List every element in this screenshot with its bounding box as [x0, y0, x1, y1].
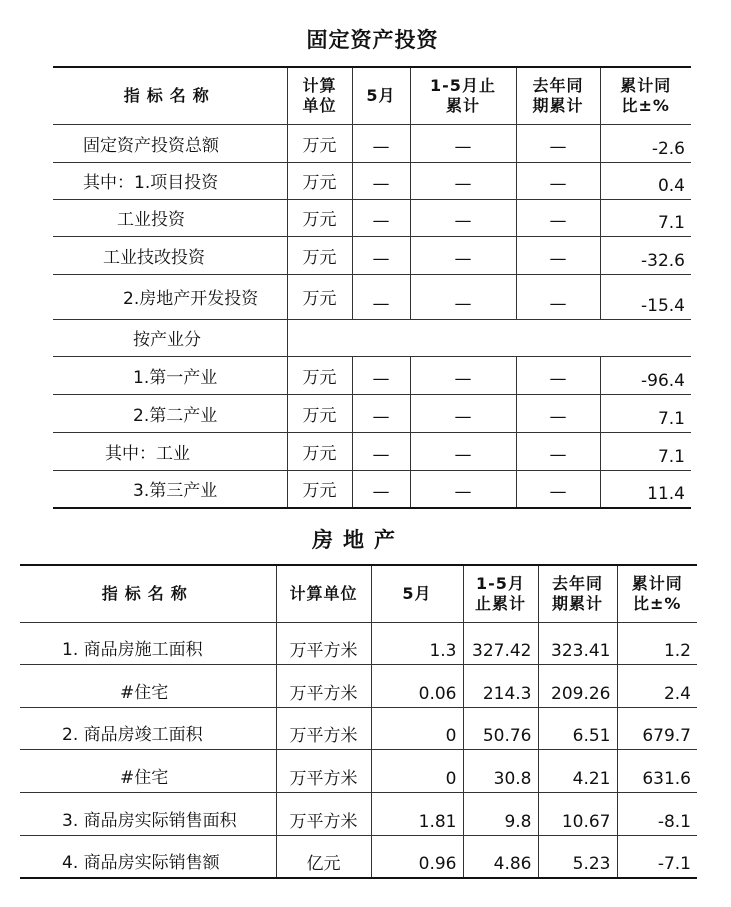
cell-ytd: — [410, 470, 516, 508]
cell-month: 0.96 [371, 835, 463, 878]
cell-ytd: — [410, 199, 516, 236]
table-row [53, 470, 691, 508]
cell-month: — [352, 394, 410, 432]
cell-month: 1.3 [371, 622, 463, 664]
cell-ytd: 4.86 [463, 835, 538, 878]
header-last-year: 去年同 期累计 [538, 565, 617, 622]
cell-unit: 万平方米 [276, 749, 371, 792]
cell-month: — [352, 470, 410, 508]
cell-last-year: 5.23 [538, 835, 617, 878]
cell-ytd: — [410, 356, 516, 394]
row-label: 1. 商品房施工面积 [20, 622, 276, 664]
table-row [53, 124, 691, 162]
cell-month: — [352, 199, 410, 236]
header-ytd: 1-5月止 累计 [410, 67, 516, 124]
cell-unit: 万平方米 [276, 707, 371, 749]
table-row [20, 835, 697, 878]
cell-last-year: 209.26 [538, 664, 617, 707]
row-label: 其中：工业 [53, 432, 287, 470]
header-row [20, 565, 697, 622]
table-row [20, 664, 697, 707]
cell-unit: 万元 [287, 432, 352, 470]
cell-month: — [352, 356, 410, 394]
cell-growth: 11.4 [600, 470, 691, 508]
cell-month: — [352, 432, 410, 470]
table-row [53, 394, 691, 432]
cell-ytd: 30.8 [463, 749, 538, 792]
cell-growth: 7.1 [600, 199, 691, 236]
header-growth: 累计同 比±% [617, 565, 697, 622]
cell-last-year: — [516, 356, 600, 394]
cell-growth: -7.1 [617, 835, 697, 878]
table-row [53, 199, 691, 236]
row-label: 工业技改投资 [53, 236, 287, 274]
header-name: 指标名称 [20, 565, 276, 622]
row-label: 2.第二产业 [53, 394, 287, 432]
row-label: 3.第三产业 [53, 470, 287, 508]
cell-unit: 万元 [287, 394, 352, 432]
cell-growth: -96.4 [600, 356, 691, 394]
cell-growth: 7.1 [600, 394, 691, 432]
header-unit: 计算 单位 [287, 67, 352, 124]
table-row [20, 792, 697, 835]
cell-month: — [352, 162, 410, 199]
header-ytd: 1-5月 止累计 [463, 565, 538, 622]
cell-growth: 679.7 [617, 707, 697, 749]
cell-growth: 631.6 [617, 749, 697, 792]
cell-ytd: 214.3 [463, 664, 538, 707]
cell-last-year: — [516, 274, 600, 319]
cell-last-year: — [516, 236, 600, 274]
cell-month: 0.06 [371, 664, 463, 707]
cell-unit: 亿元 [276, 835, 371, 878]
fixed-investment-title: 固定资产投资 [306, 28, 439, 52]
table-row [53, 319, 691, 356]
row-label: 1.第一产业 [53, 356, 287, 394]
header-month: 5月 [352, 67, 410, 124]
table-row [20, 749, 697, 792]
cell-last-year: 10.67 [538, 792, 617, 835]
row-label: 工业投资 [53, 199, 287, 236]
cell-unit: 万元 [287, 274, 352, 319]
header-last-year: 去年同 期累计 [516, 67, 600, 124]
cell-growth: -8.1 [617, 792, 697, 835]
cell-growth: -2.6 [600, 124, 691, 162]
cell-growth: 1.2 [617, 622, 697, 664]
cell-last-year: — [516, 124, 600, 162]
cell-growth: -15.4 [600, 274, 691, 319]
table-row [20, 707, 697, 749]
table-row [53, 356, 691, 394]
cell-ytd: 50.76 [463, 707, 538, 749]
table-row [53, 274, 691, 319]
header-row [53, 67, 691, 124]
cell-unit: 万元 [287, 470, 352, 508]
row-label: 固定资产投资总额 [53, 124, 287, 162]
cell-last-year: — [516, 470, 600, 508]
cell-unit: 万元 [287, 162, 352, 199]
table-row [53, 236, 691, 274]
cell-unit: 万元 [287, 199, 352, 236]
cell-last-year: — [516, 162, 600, 199]
row-empty-cells [287, 319, 691, 356]
cell-growth: 0.4 [600, 162, 691, 199]
cell-ytd: — [410, 124, 516, 162]
fixed-investment-table [53, 66, 691, 509]
table-row [53, 432, 691, 470]
cell-month: — [352, 124, 410, 162]
row-label: #住宅 [20, 664, 276, 707]
row-label: 3. 商品房实际销售面积 [20, 792, 276, 835]
header-unit: 计算单位 [276, 565, 371, 622]
cell-month: 0 [371, 749, 463, 792]
cell-last-year: 323.41 [538, 622, 617, 664]
row-label: 其中：1.项目投资 [53, 162, 287, 199]
cell-growth: 7.1 [600, 432, 691, 470]
header-growth: 累计同 比±% [600, 67, 691, 124]
cell-last-year: — [516, 199, 600, 236]
cell-unit: 万元 [287, 356, 352, 394]
row-label: 2. 商品房竣工面积 [20, 707, 276, 749]
cell-month: 1.81 [371, 792, 463, 835]
cell-unit: 万元 [287, 236, 352, 274]
cell-ytd: — [410, 394, 516, 432]
cell-last-year: — [516, 394, 600, 432]
header-name: 指标名称 [53, 67, 287, 124]
cell-ytd: 9.8 [463, 792, 538, 835]
cell-month: — [352, 236, 410, 274]
cell-ytd: — [410, 274, 516, 319]
row-label: 2.房地产开发投资 [53, 274, 287, 319]
cell-unit: 万平方米 [276, 622, 371, 664]
real-estate-table [20, 564, 697, 879]
cell-unit: 万平方米 [276, 792, 371, 835]
header-month: 5月 [371, 565, 463, 622]
table-row [20, 622, 697, 664]
cell-month: — [352, 274, 410, 319]
cell-ytd: 327.42 [463, 622, 538, 664]
table-row [53, 162, 691, 199]
cell-last-year: 4.21 [538, 749, 617, 792]
cell-growth: 2.4 [617, 664, 697, 707]
cell-month: 0 [371, 707, 463, 749]
cell-unit: 万平方米 [276, 664, 371, 707]
cell-last-year: — [516, 432, 600, 470]
cell-ytd: — [410, 432, 516, 470]
row-label: #住宅 [20, 749, 276, 792]
cell-last-year: 6.51 [538, 707, 617, 749]
row-label: 4. 商品房实际销售额 [20, 835, 276, 878]
row-label: 按产业分 [53, 319, 287, 356]
cell-growth: -32.6 [600, 236, 691, 274]
cell-ytd: — [410, 162, 516, 199]
cell-ytd: — [410, 236, 516, 274]
cell-unit: 万元 [287, 124, 352, 162]
real-estate-title: 房地产 [312, 528, 405, 552]
